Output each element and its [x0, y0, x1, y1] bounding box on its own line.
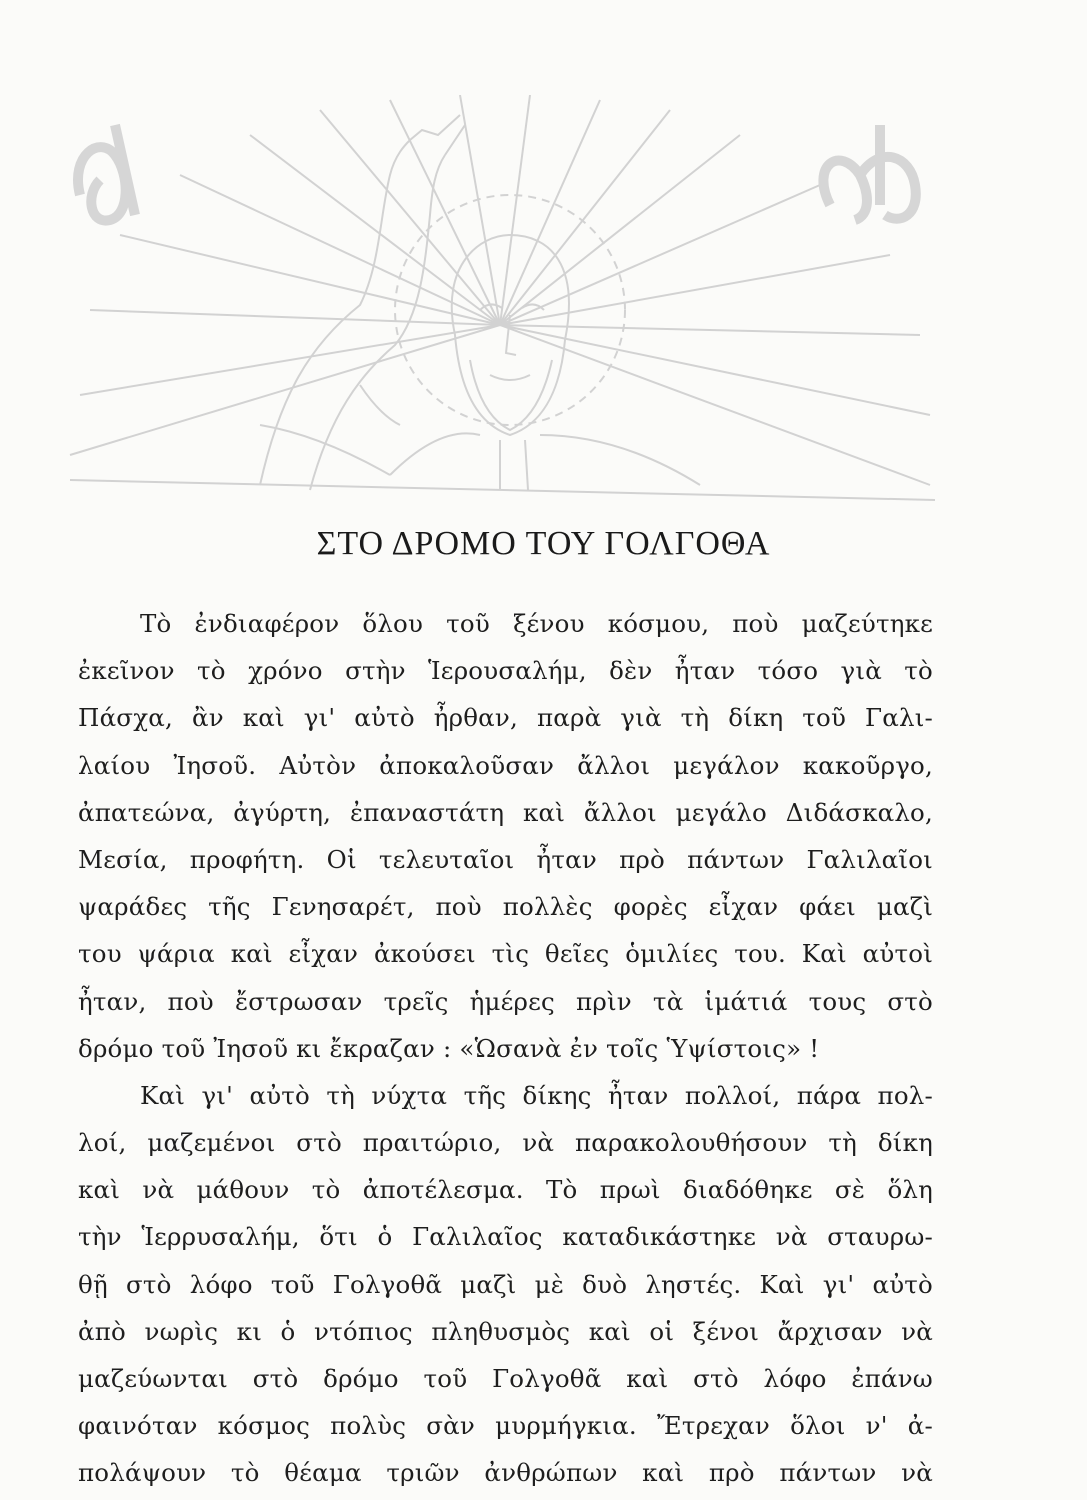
text-line: Τὸ ἐνδιαφέρον ὅλου τοῦ ξένου κόσμου, ποὺ μαζεύτηκε	[140, 609, 933, 638]
text-line: τὴν Ἱερρυσαλήμ, ὅτι ὁ Γαλιλαῖος καταδικάστηκε νὰ σταυρω-	[78, 1222, 933, 1252]
text-line: δρόμο τοῦ Ἰησοῦ κι ἔκραζαν : «Ὡσανὰ ἐν τοῖς Ὑψίστοις» !	[78, 1033, 820, 1063]
text-line: Μεσία, προφήτη. Οἱ τελευταῖοι ἦταν πρὸ πάντων Γαλιλαῖοι	[78, 844, 933, 874]
text-line: ψαράδες τῆς Γενησαρέτ, ποὺ πολλὲς φορὲς εἶχαν φάει μαζὶ	[78, 892, 933, 922]
text-line: λαίου Ἰησοῦ. Αὐτὸν ἀποκαλοῦσαν ἄλλοι μεγάλον κακοῦργο,	[78, 750, 933, 780]
text-line: θῇ στὸ λόφο τοῦ Γολγοθᾶ μαζὶ μὲ δυὸ ληστές. Καὶ γι' αὐτὸ	[78, 1269, 933, 1299]
text-line: Πάσχα, ἂν καὶ γι' αὐτὸ ἦρθαν, παρὰ γιὰ τὴ δίκη τοῦ Γαλι-	[78, 703, 933, 733]
text-line: λοί, μαζεμένοι στὸ πραιτώριο, νὰ παρακολουθήσουν τὴ δίκη	[78, 1128, 933, 1158]
text-line: καὶ νὰ μάθουν τὸ ἀποτέλεσμα. Τὸ πρωὶ διαδόθηκε σὲ ὅλη	[78, 1175, 933, 1205]
text-line: μαζεύωνται στὸ δρόμο τοῦ Γολγοθᾶ καὶ στὸ λόφο ἐπάνω	[78, 1364, 933, 1393]
body-text	[78, 600, 933, 1497]
text-line: ἦταν, ποὺ ἔστρωσαν τρεῖς ἡμέρες πρὶν τὰ ἱμάτιά τους στὸ	[78, 986, 933, 1016]
text-line: ἀπὸ νωρὶς κι ὁ ντόπιος πληθυσμὸς καὶ οἱ ξένοι ἄρχισαν νὰ	[78, 1316, 933, 1346]
text-line: Καὶ γι' αὐτὸ τὴ νύχτα τῆς δίκης ἦταν πολλοί, πάρα πολ-	[140, 1080, 933, 1110]
christ-pantocrator-illustration	[60, 95, 940, 525]
text-line: ἐκεῖνον τὸ χρόνο στὴν Ἱερουσαλήμ, δὲν ἦταν τόσο γιὰ τὸ	[78, 656, 933, 686]
text-line: φαινόταν κόσμος πολὺς σὰν μυρμήγκια. Ἔτρεχαν ὅλοι ν' ἀ-	[78, 1411, 933, 1441]
chapter-title: ΣΤΟ ΔΡΟΜΟ ΤΟΥ ΓΟΛΓΟΘΑ	[316, 525, 771, 562]
text-line: ἀπατεώνα, ἀγύρτη, ἐπαναστάτη καὶ ἄλλοι μεγάλο Διδάσκαλο,	[78, 797, 933, 827]
text-line: πολάψουν τὸ θέαμα τριῶν ἀνθρώπων καὶ πρὸ πάντων νὰ	[78, 1458, 933, 1488]
text-line: του ψάρια καὶ εἶχαν ἀκούσει τὶς θεῖες ὁμιλίες του. Καὶ αὐτοὶ	[78, 939, 933, 969]
